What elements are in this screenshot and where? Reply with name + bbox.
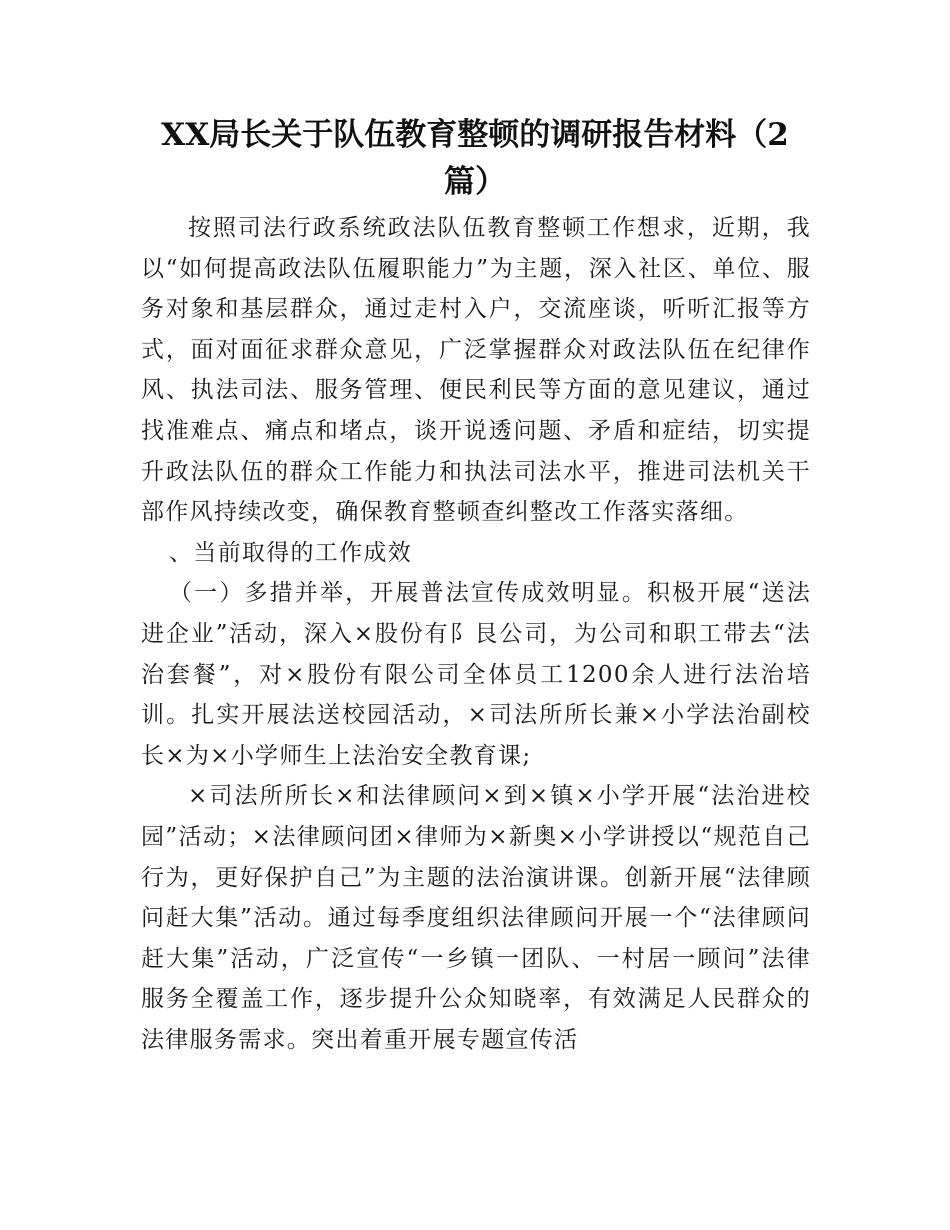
section-heading: 、当前取得的工作成效 (169, 539, 412, 566)
intro-paragraph: 按照司法行政系统政法队伍教育整顿工作想求，近期，我以“如何提高政法队伍履职能力”为主题，深入社区、单位、服务对象和基层群众，通过走村入户，交流座谈，听听汇报等方式，面对面征求群众意见，广泛掌握群众对政法队伍在纪律作风、执法司法、服务管理、便民利民等方面的意见建议，通过找准难点、痛点和堵点，谈开说透问题、矛盾和症结，切实提升政法队伍的群众工作能力和执法司法水平，推进司法机关干部作风持续改变，确保教育整顿查纠整改工作落实落细。 (141, 215, 811, 526)
body-paragraph: ×司法所所长×和法律顾问×到×镇×小学开展“法治进校园”活动；×法律顾问团×律师为×新奥×小学讲授以“规范自己行为，更好保护自己”为主题的法治演讲课。创新开展“法律顾问赶大集”活动。通过每季度组织法律顾问开展一个“法律顾问赶大集”活动，广泛宣传“一乡镇一团队、一村居一顾问”法律服务全覆盖工作，逐步提升公众知晓率，有效满足人民群众的法律服务需求。突出着重开展专题宣传活 (141, 783, 811, 1053)
subsection-paragraph: （一）多措并举，开展普法宣传成效明显。积极开展“送法进企业”活动，深入×股份有阝艮公司，为公司和职工带去“法治套餐”，对×股份有限公司全体员工1200余人进行法治培训。扎实开展法送校园活动，×司法所所长兼×小学法治副校长×为×小学师生上法治安全教育课; (141, 580, 811, 769)
document-body (141, 208, 811, 1060)
document-title: XX局长关于队伍教育整顿的调研报告材料（2篇） (161, 117, 789, 200)
